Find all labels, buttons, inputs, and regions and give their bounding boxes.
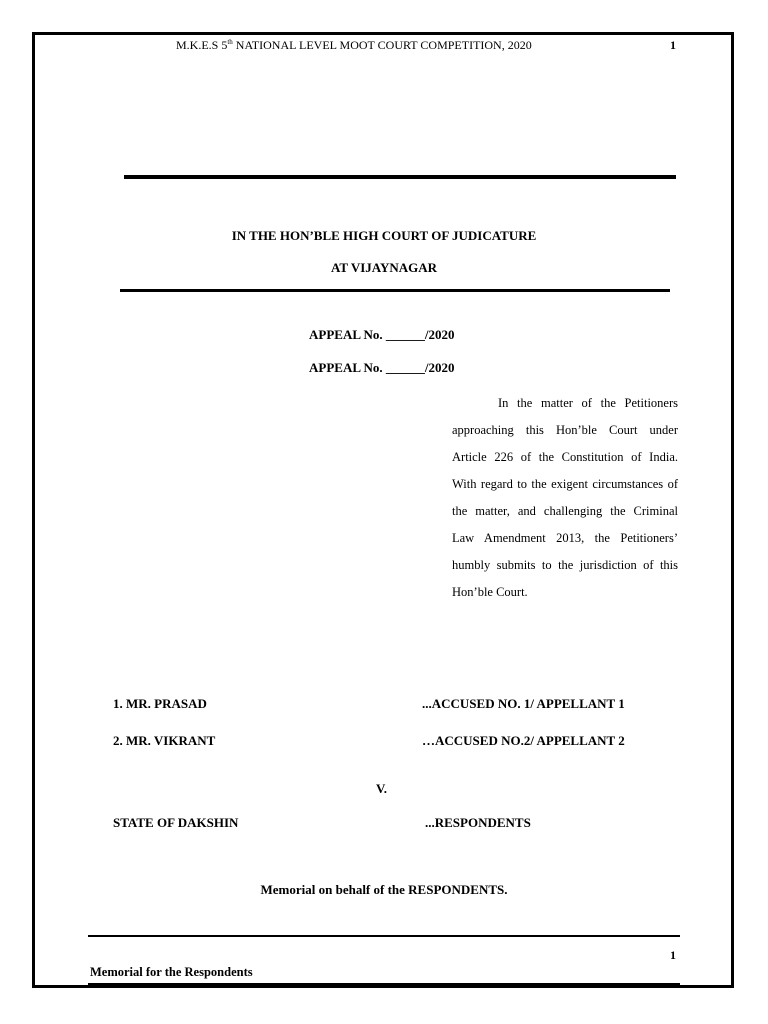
footer-rule — [88, 935, 680, 937]
header-page-number: 1 — [670, 38, 676, 52]
footer-bottom-rule — [88, 983, 680, 985]
court-title: IN THE HON’BLE HIGH COURT OF JUDICATURE — [231, 228, 537, 243]
footer-page-number: 1 — [670, 948, 676, 962]
top-rule — [124, 175, 676, 179]
appeal-number-2: APPEAL No. ______/2020 — [309, 360, 455, 375]
appeal-number-1: APPEAL No. ______/2020 — [309, 327, 455, 342]
header-title: M.K.E.S 5th NATIONAL LEVEL MOOT COURT COMPETITION, 2020 — [176, 38, 532, 52]
respondent-role: ...RESPONDENTS — [425, 815, 531, 830]
matter-paragraph: In the matter of the Petitioners approaching this Hon’ble Court under Article 226 of the Constitution of India. With regard to the exigent circumstances of the matter, and challenging the Criminal Law Amendment 2013, the Petitioners’ humbly submits to the jurisdiction of this Hon’ble Court. — [452, 396, 678, 599]
appellant-1-name: 1. MR. PRASAD — [113, 696, 207, 711]
court-rule — [120, 289, 670, 292]
appellant-1-role: ...ACCUSED NO. 1/ APPELLANT 1 — [422, 696, 625, 711]
memorial-line: Memorial on behalf of the RESPONDENTS. — [260, 882, 508, 897]
appellant-2-role: …ACCUSED NO.2/ APPELLANT 2 — [422, 733, 625, 748]
court-location: AT VIJAYNAGAR — [330, 260, 438, 275]
footer-label: Memorial for the Respondents — [90, 965, 253, 979]
respondent-name: STATE OF DAKSHIN — [113, 815, 239, 830]
versus: V. — [376, 781, 387, 796]
appellant-2-name: 2. MR. VIKRANT — [113, 733, 216, 748]
